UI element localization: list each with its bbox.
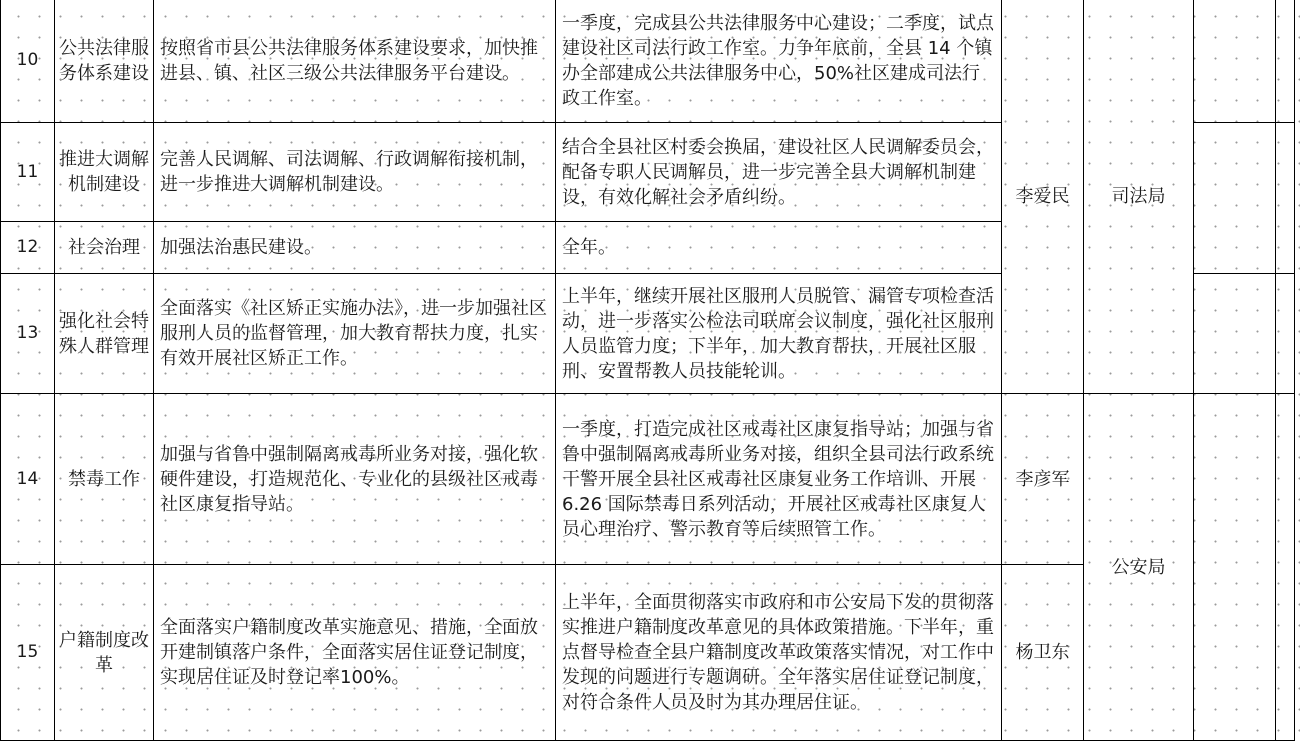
responsible-department: 司法局 (1084, 0, 1194, 394)
row-number: 12 (1, 222, 55, 274)
task-schedule: 上半年，全面贯彻落实市政府和市公安局下发的贯彻落实推进户籍制度改革意见的具体政策措施。下半年，重点督导检查全县户籍制度改革政策落实情况，对工作中发现的问题进行专题调研。全年落实居住证登记制度，对符合条件人员及时为其办理居住证。 (556, 565, 1002, 741)
work-requirement: 完善人民调解、司法调解、行政调解衔接机制，进一步推进大调解机制建设。 (154, 123, 556, 222)
blank-cell (1194, 123, 1276, 274)
work-requirement: 全面落实户籍制度改革实施意见、措施，全面放开建制镇落户条件，全面落实居住证登记制度，实现居住证及时登记率100%。 (154, 565, 556, 741)
project-name: 强化社会特殊人群管理 (55, 274, 154, 394)
task-schedule: 一季度，完成县公共法律服务中心建设；二季度，试点建设社区司法行政工作室。力争年底前，全县 14 个镇办全部建成公共法律服务中心，50%社区建成司法行政工作室。 (556, 0, 1002, 123)
blank-cell (1276, 0, 1295, 123)
responsible-department: 公安局 (1084, 394, 1194, 741)
task-schedule: 上半年，继续开展社区服刑人员脱管、漏管专项检查活动，进一步落实公检法司联席会议制度，强化社区服刑人员监管力度；下半年，加大教育帮扶，开展社区服刑、安置帮教人员技能轮训。 (556, 274, 1002, 394)
blank-cell (1276, 123, 1295, 274)
blank-cell (1194, 394, 1276, 741)
blank-cell (1194, 274, 1276, 394)
task-schedule: 一季度，打造完成社区戒毒社区康复指导站；加强与省鲁中强制隔离戒毒所业务对接，组织全县司法行政系统干警开展全县社区戒毒社区康复业务工作培训、开展 6.26 国际禁毒日系列活动，开展社区戒毒社区康复人员心理治疗、警示教育等后续照管工作。 (556, 394, 1002, 565)
project-name: 推进大调解机制建设 (55, 123, 154, 222)
task-schedule: 结合全县社区村委会换届，建设社区人民调解委员会，配备专职人民调解员，进一步完善全县大调解机制建设，有效化解社会矛盾纠纷。 (556, 123, 1002, 222)
project-name: 公共法律服务体系建设 (55, 0, 154, 123)
work-requirement: 全面落实《社区矫正实施办法》，进一步加强社区服刑人员的监督管理，加大教育帮扶力度，扎实有效开展社区矫正工作。 (154, 274, 556, 394)
row-number: 13 (1, 274, 55, 394)
work-requirement: 按照省市县公共法律服务体系建设要求，加快推进县、镇、社区三级公共法律服务平台建设。 (154, 0, 556, 123)
blank-cell (1276, 274, 1295, 394)
responsible-person: 李彦军 (1002, 394, 1084, 565)
table-row (1, 0, 1295, 123)
task-schedule: 全年。 (556, 222, 1002, 274)
table-row (1, 394, 1295, 565)
blank-cell (1194, 0, 1276, 123)
row-number: 11 (1, 123, 55, 222)
row-number: 14 (1, 394, 55, 565)
blank-cell (1276, 394, 1295, 741)
work-requirement: 加强与省鲁中强制隔离戒毒所业务对接，强化软硬件建设，打造规范化、专业化的县级社区戒毒社区康复指导站。 (154, 394, 556, 565)
project-name: 户籍制度改革 (55, 565, 154, 741)
row-number: 15 (1, 565, 55, 741)
project-name: 禁毒工作 (55, 394, 154, 565)
project-name: 社会治理 (55, 222, 154, 274)
row-number: 10 (1, 0, 55, 123)
work-requirement: 加强法治惠民建设。 (154, 222, 556, 274)
responsible-person: 杨卫东 (1002, 565, 1084, 741)
responsible-person: 李爱民 (1002, 0, 1084, 394)
